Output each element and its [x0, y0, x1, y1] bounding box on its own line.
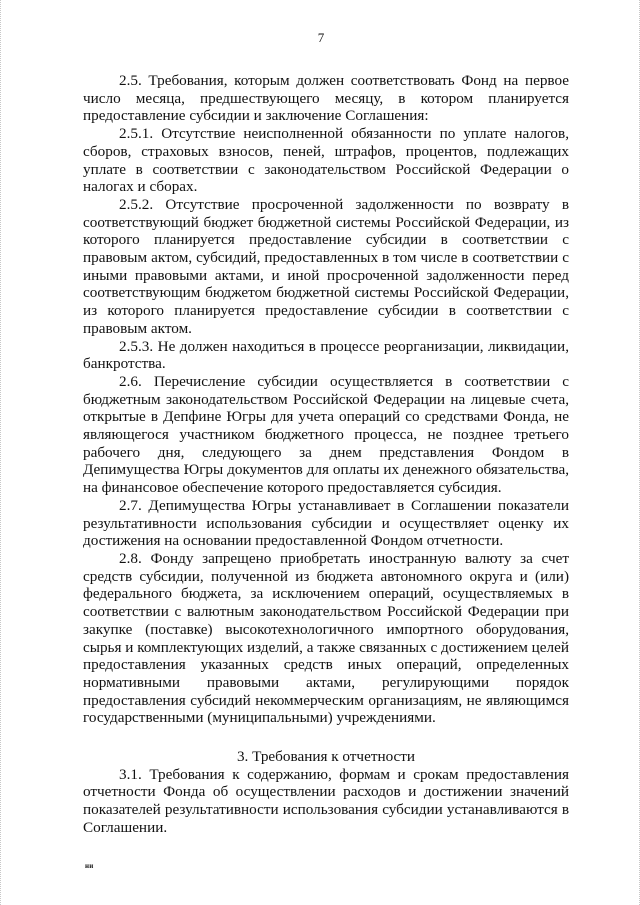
footer-mark: ни [85, 862, 94, 870]
paragraph-2-5-1: 2.5.1. Отсутствие неисполненной обязанности по уплате налогов, сборов, страховых взносов, пеней, штрафов, процентов, подлежащих уплате в соответствии с законодательством Российской Федерации о налогах и сборах. [83, 125, 569, 196]
paragraph-2-5: 2.5. Требования, которым должен соответствовать Фонд на первое число месяца, предшествующего месяцу, в котором планируется предоставление субсидии и заключение Соглашения: [83, 72, 569, 125]
paragraph-2-5-3: 2.5.3. Не должен находиться в процессе реорганизации, ликвидации, банкротства. [83, 337, 569, 373]
paragraph-2-6: 2.6. Перечисление субсидии осуществляется в соответствии с бюджетным законодательством Российской Федерации на лицевые счета, открытые в Депфине Югры для учета операций со средствами Фонда, не являющегося участником бюджетного процесса, не позднее третьего рабочего дня, следующего за днем представления Фондом в Депимущества Югры документов для оплаты их денежного обязательства, на финансовое обеспечение которого предоставляется субсидия. [83, 372, 569, 497]
section-heading: 3. Требования к отчетности [236, 748, 416, 766]
document-body [83, 72, 569, 837]
paragraph-3-1: 3.1. Требования к содержанию, формам и срокам предоставления отчетности Фонда об осуществлении расходов и достижении значений показателей результативности использования субсидии устанавливаются в Соглашении. [83, 765, 569, 836]
paragraph-2-7: 2.7. Депимущества Югры устанавливает в Соглашении показатели результативности использования субсидии и осуществляет оценку их достижения на основании предоставленной Фондом отчетности. [83, 496, 569, 550]
paragraph-2-8: 2.8. Фонду запрещено приобретать иностранную валюту за счет средств субсидии, полученной из бюджета автономного округа и (или) федерального бюджета, за исключением операций, осуществляемых в соответствии с валютным законодательством Российской Федерации при закупке (поставке) высокотехнологичного импортного оборудования, сырья и комплектующих изделий, а также связанных с достижением целей предоставления указанных средств иных операций, определенных нормативными правовыми актами, регулирующими порядок предоставления субсидий некоммерческим организациям, не являющимся государственными (муниципальными) учреждениями. [83, 549, 569, 727]
page-number: 7 [317, 30, 325, 45]
paragraph-2-5-2: 2.5.2. Отсутствие просроченной задолженности по возврату в соответствующий бюджет бюджетной системы Российской Федерации, из которого планируется предоставление субсидии в соответствии с правовым актом, субсидий, предоставленных в том числе в соответствии с иными правовыми актами, и иной просроченной задолженности перед соответствующим бюджетом бюджетной системы Российской Федерации, из которого планируется предоставление субсидии в соответствии с правовым актом. [83, 195, 569, 337]
